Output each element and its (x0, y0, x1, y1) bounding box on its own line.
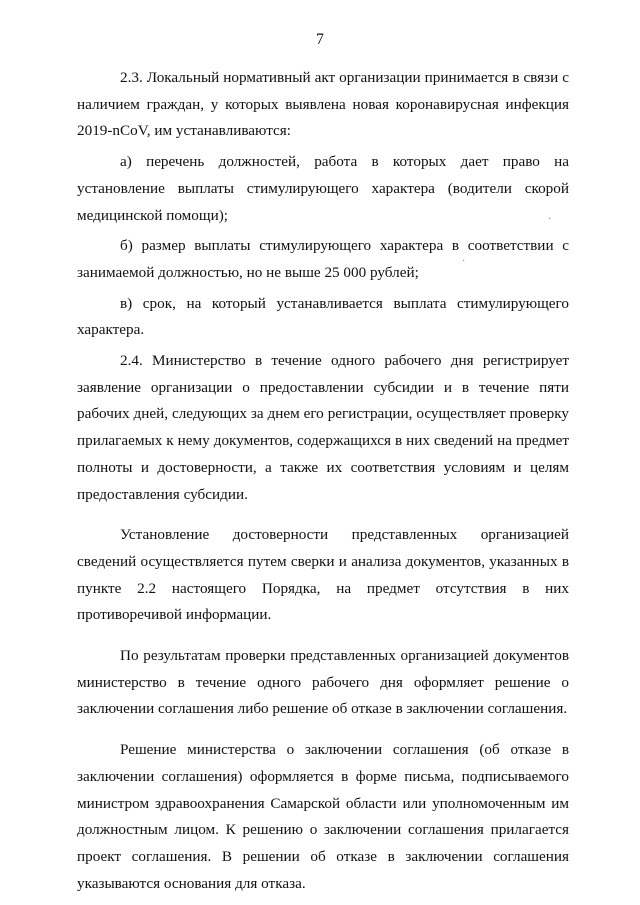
list-item-v: в) срок, на который устанавливается выплата стимулирующего характера. (77, 294, 569, 339)
list-item-b: б) размер выплаты стимулирующего характера в соответствии с занимаемой должностью, но не выше 25 000 рублей; (77, 237, 569, 281)
paragraph-letter: Решение министерства о заключении соглашения (об отказе в заключении соглашения) оформляется в форме письма, подписываемого министром здравоохранения Самарской области или уполномоченным им должностным лицом. К решению о заключении соглашения прилагается проект соглашения. В решении об отказе в заключении соглашения указываются основания для отказа. (77, 741, 569, 892)
page-number: 7 (316, 31, 324, 48)
paragraph-decision: По результатам проверки представленных организацией документов министерство в течение одного рабочего дня оформляет решение о заключении соглашения либо решение об отказе в заключении соглашения. (77, 647, 569, 718)
scan-speck: · (548, 214, 552, 225)
paragraph-2-4: 2.4. Министерство в течение одного рабочего дня регистрирует заявление организации о предоставлении субсидии и в течение пяти рабочих дней, следующих за днем его регистрации, осуществляет проверку прилагаемых к нему документов, содержащихся в них сведений на предмет полноты и достоверности, а также их соответствия условиям и целям предоставления субсидии. (77, 352, 569, 503)
list-item-a: а) перечень должностей, работа в которых дает право на установление выплаты стимулирующего характера (водители скорой медицинской помощи); (77, 153, 569, 224)
paragraph-2-3: 2.3. Локальный нормативный акт организации принимается в связи с наличием граждан, у которых выявлена новая коронавирусная инфекция 2019-nCoV, им устанавливаются: (77, 69, 569, 140)
scan-speck: · (462, 256, 466, 267)
document-body (77, 65, 569, 905)
paragraph-verification: Установление достоверности представленных организацией сведений осуществляется путем сверки и анализа документов, указанных в пункте 2.2 настоящего Порядка, на предмет отсутствия в них противоречивой информации. (77, 526, 569, 624)
